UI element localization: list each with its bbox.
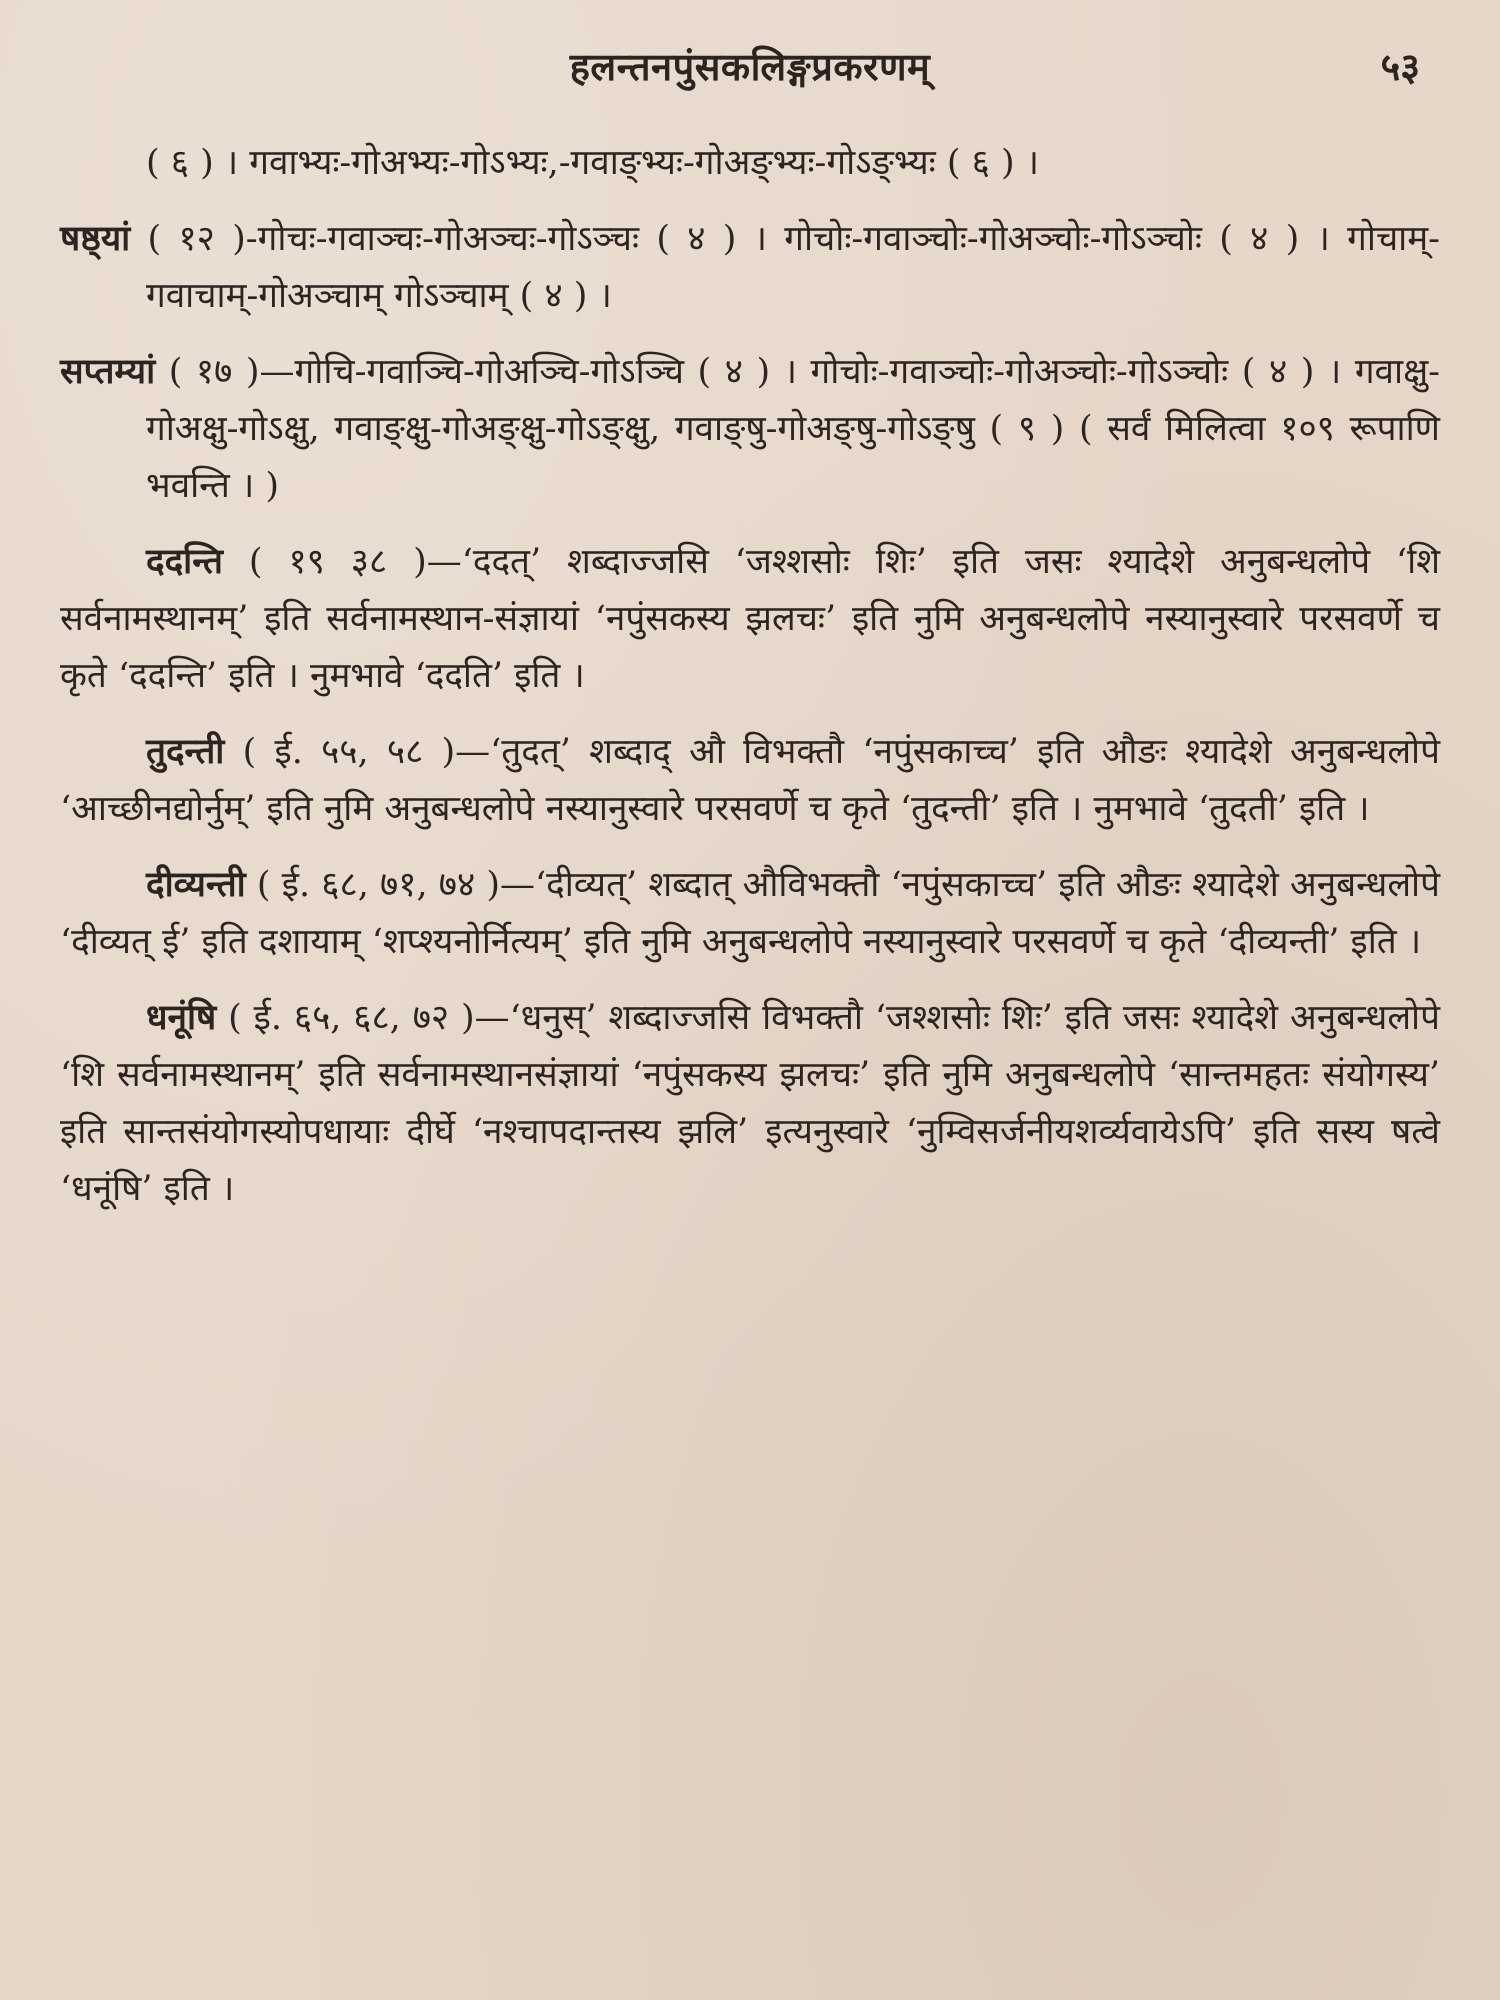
paragraph-tudanti (60, 723, 1440, 838)
paragraph-dhanumshi (60, 989, 1440, 1218)
paragraph-shashthi (60, 210, 1440, 325)
paragraph-text: ( ई. ६५, ६८, ७२ )—‘धनुस्’ शब्दाज्जसि विभक्तौ ‘जश्शसोः शिः’ इति जसः श्यादेशे अनुबन्धलोपे ‘शि सर्वनामस्थानम्’ इति सर्वनामस्थानसंज्ञायां ‘नपुंसकस्य झलचः’ इति नुमि अनुबन्धलोपे ‘सान्तमहतः संयोगस्य’ इति सान्तसंयोगस्योपधायाः दीर्घे ‘नश्चापदान्तस्य झलि’ इत्यनुस्वारे ‘नुम्विसर्जनीयशर्व्यवायेऽपि’ इति सस्य षत्वे ‘धनूंषि’ इति । (60, 998, 1440, 1209)
paragraph-saptami (60, 343, 1440, 515)
paragraph-lead: ददन्ति (146, 541, 223, 582)
paragraph-continuation (60, 135, 1440, 192)
page-number: ५३ (1380, 44, 1420, 89)
paragraph-dadanti (60, 533, 1440, 705)
paragraph-lead: दीव्यन्ती (146, 864, 246, 905)
running-title: हलन्तनपुंसकलिङ्गप्रकरणम् (569, 44, 931, 89)
paragraph-lead: धनूंषि (146, 997, 217, 1038)
paragraph-text: ( ई. ५५, ५८ )—‘तुदत्’ शब्दाद् औ विभक्तौ ‘नपुंसकाच्च’ इति औङः श्यादेशे अनुबन्धलोपे ‘आच्छीनद्योर्नुम्’ इति नुमि अनुबन्धलोपे नस्यानुस्वारे परसवर्णे च कृते ‘तुदन्ती’ इति । नुमभावे ‘तुदती’ इति । (60, 732, 1440, 829)
paragraph-lead: षष्ठ्यां (60, 218, 131, 259)
paragraph-lead: सप्तम्यां (60, 351, 156, 392)
paragraph-text: ( ६ ) । गवाभ्यः-गोअभ्यः-गोऽभ्यः,-गवाङ्भ्यः-गोअङ्भ्यः-गोऽङ्भ्यः ( ६ ) । (146, 143, 1039, 183)
paragraph-lead: तुदन्ती (146, 731, 225, 772)
paragraph-text: ( ई. ६८, ७१, ७४ )—‘दीव्यत्’ शब्दात् औविभक्तौ ‘नपुंसकाच्च’ इति औङः श्यादेशे अनुबन्धलोपे ‘दीव्यत् ई’ इति दशायाम् ‘शप्श्यनोर्नित्यम्’ इति नुमि अनुबन्धलोपे नस्यानुस्वारे परसवर्णे च कृते ‘दीव्यन्ती’ इति । (60, 865, 1440, 962)
page-body (60, 135, 1440, 1236)
paragraph-divyanti (60, 856, 1440, 971)
paragraph-text: ( १७ )—गोचि-गवाञ्चि-गोअञ्चि-गोऽञ्चि ( ४ ) । गोचोः-गवाञ्चोः-गोअञ्चोः-गोऽञ्चोः ( ४ ) । गवाक्षु-गोअक्षु-गोऽक्षु, गवाङ्क्षु-गोअङ्क्षु-गोऽङ्क्षु, गवाङ्षु-गोअङ्षु-गोऽङ्षु ( ९ ) ( सर्वं मिलित्वा १०९ रूपाणि भवन्ति । ) (146, 352, 1440, 506)
paragraph-text: ( १९ ३८ )—‘ददत्’ शब्दाज्जसि ‘जश्शसोः शिः’ इति जसः श्यादेशे अनुबन्धलोपे ‘शि सर्वनामस्थानम्’ इति सर्वनामस्थान-संज्ञायां ‘नपुंसकस्य झलचः’ इति नुमि अनुबन्धलोपे नस्यानुस्वारे परसवर्णे च कृते ‘ददन्ति’ इति । नुमभावे ‘ददति’ इति । (60, 542, 1440, 696)
paragraph-text: ( १२ )-गोचः-गवाञ्चः-गोअञ्चः-गोऽञ्चः ( ४ ) । गोचोः-गवाञ्चोः-गोअञ्चोः-गोऽञ्चोः ( ४ ) । गोचाम्-गवाचाम्-गोअञ्चाम् गोऽञ्चाम् ( ४ ) । (130, 219, 1440, 316)
page-header (0, 40, 1500, 110)
